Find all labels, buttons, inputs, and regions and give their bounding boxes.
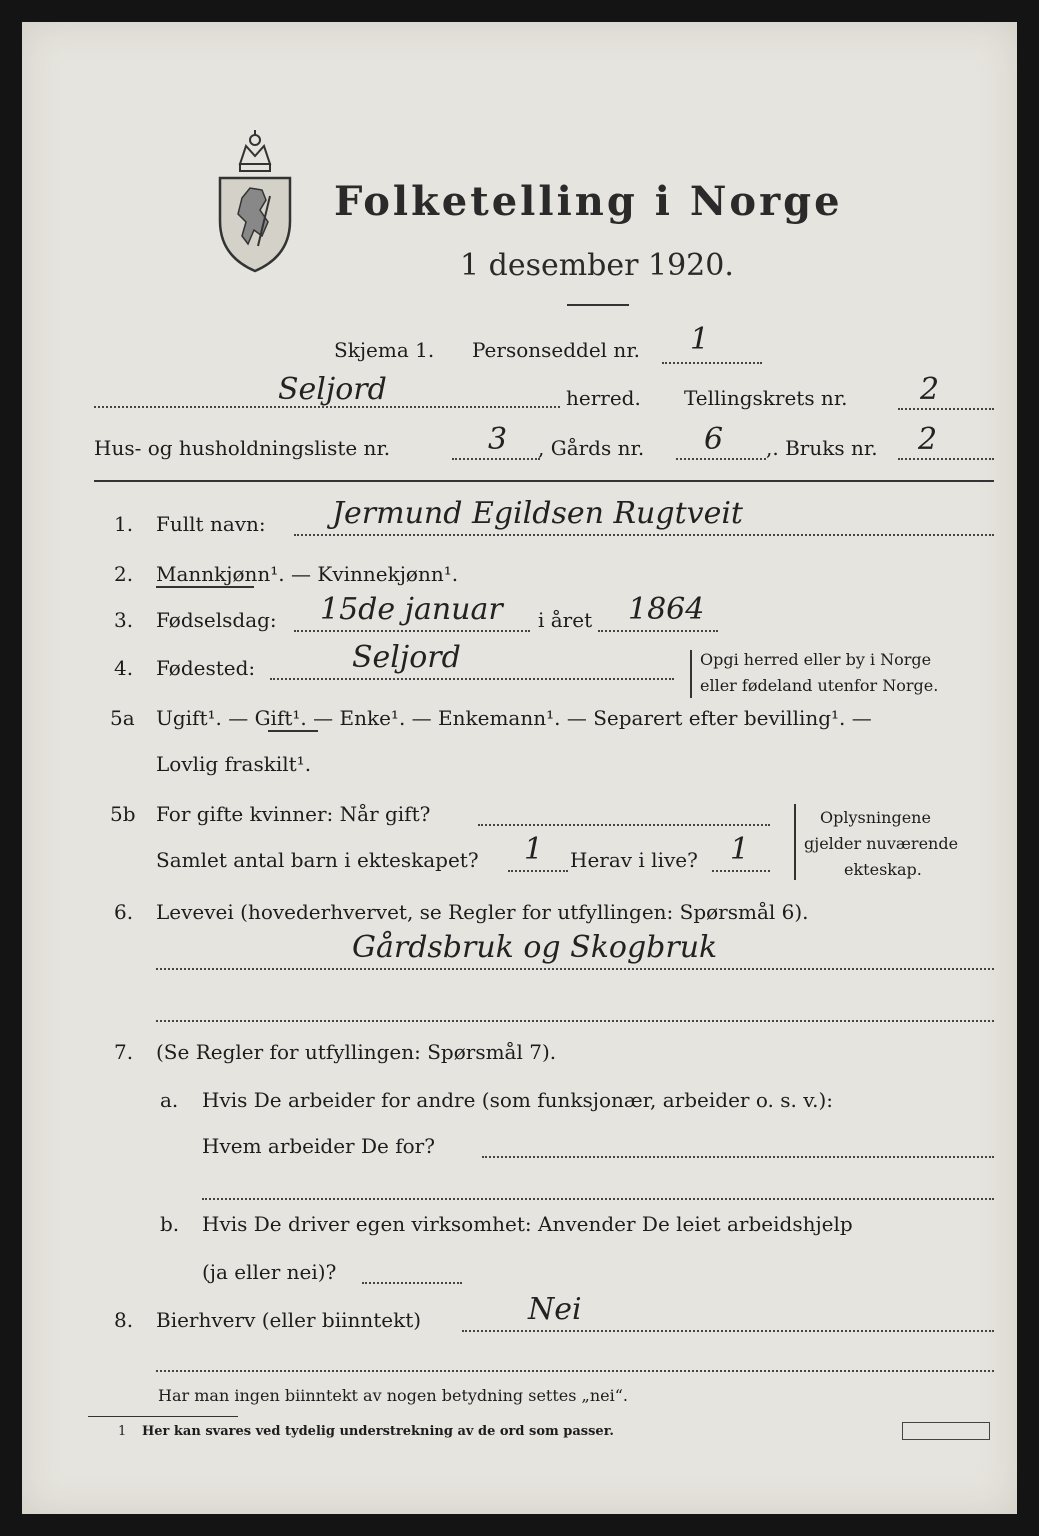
herred-value: Seljord bbox=[278, 372, 387, 407]
q7a-line2: Hvem arbeider De for? bbox=[202, 1134, 435, 1158]
birthplace-note-brace bbox=[690, 650, 692, 698]
marriage-note-line2: gjelder nuværende bbox=[804, 834, 959, 853]
herred-label: herred. bbox=[566, 386, 641, 410]
hus-value: 3 bbox=[488, 422, 508, 457]
birthplace-value: Seljord bbox=[352, 640, 461, 675]
gards-label: , Gårds nr. bbox=[538, 436, 645, 460]
q1-label: Fullt navn: bbox=[156, 512, 266, 536]
title-divider bbox=[567, 304, 629, 306]
bruks-label: ,. Bruks nr. bbox=[766, 436, 878, 460]
schema-number: Skjema 1. bbox=[334, 338, 435, 362]
q2-number: 2. bbox=[114, 562, 134, 586]
q8-number: 8. bbox=[114, 1308, 134, 1332]
personseddel-label: Personseddel nr. bbox=[472, 338, 641, 362]
side-income-label: Bierhverv (eller biinntekt) bbox=[156, 1308, 422, 1332]
norway-coat-of-arms-icon bbox=[210, 126, 300, 276]
side-income-line-2 bbox=[156, 1370, 994, 1372]
birthday-value: 15de januar bbox=[320, 592, 503, 627]
q7-label: (Se Regler for utfyllingen: Spørsmål 7). bbox=[156, 1040, 557, 1064]
children-value: 1 bbox=[524, 832, 544, 867]
occupation-label: Levevei (hovederhvervet, se Regler for utfyllingen: Spørsmål 6). bbox=[156, 900, 809, 924]
q7a-line1: Hvis De arbeider for andre (som funksjonær, arbeider o. s. v.): bbox=[202, 1088, 834, 1112]
married-when-label: For gifte kvinner: Når gift? bbox=[156, 802, 431, 826]
gards-value: 6 bbox=[704, 422, 724, 457]
form-title: Folketelling i Norge bbox=[334, 178, 843, 225]
no-income-note: Har man ingen biinntekt av nogen betydning settes „nei“. bbox=[158, 1386, 628, 1405]
census-form-page bbox=[22, 22, 1017, 1514]
year-label: i året bbox=[538, 608, 593, 632]
marital-status-options: Ugift¹. — Gift¹. — Enke¹. — Enkemann¹. — Separert efter bevilling¹. — bbox=[156, 706, 872, 730]
employer-line-1 bbox=[482, 1156, 994, 1158]
q4-label: Fødested: bbox=[156, 656, 256, 680]
birthday-line bbox=[294, 630, 530, 632]
alive-label: Herav i live? bbox=[570, 848, 698, 872]
q7a-letter: a. bbox=[160, 1088, 179, 1112]
footnote-number: 1 bbox=[118, 1424, 127, 1439]
birthplace-note-line1: Opgi herred eller by i Norge bbox=[700, 650, 932, 669]
hus-line bbox=[452, 458, 540, 460]
q7-number: 7. bbox=[114, 1040, 134, 1064]
alive-line bbox=[712, 870, 770, 872]
personseddel-value: 1 bbox=[690, 322, 710, 357]
q1-number: 1. bbox=[114, 512, 134, 536]
employer-line-2 bbox=[202, 1198, 994, 1200]
footnote-text: Her kan svares ved tydelig understrekning av de ord som passer. bbox=[142, 1424, 614, 1439]
hired-help-line bbox=[362, 1282, 462, 1284]
section-divider bbox=[94, 480, 994, 482]
printer-stamp bbox=[902, 1422, 990, 1440]
children-label: Samlet antal barn i ekteskapet? bbox=[156, 848, 479, 872]
birthplace-note-line2: eller fødeland utenfor Norge. bbox=[700, 676, 939, 695]
occupation-line-1 bbox=[156, 968, 994, 970]
hus-label: Hus- og husholdningsliste nr. bbox=[94, 436, 391, 460]
occupation-line-2 bbox=[156, 1020, 994, 1022]
q5a-number: 5a bbox=[110, 706, 135, 730]
birth-year-value: 1864 bbox=[628, 592, 705, 627]
alive-value: 1 bbox=[730, 832, 750, 867]
full-name-value: Jermund Egildsen Rugtveit bbox=[332, 496, 743, 531]
occupation-value: Gårdsbruk og Skogbruk bbox=[352, 930, 718, 965]
married-when-line bbox=[478, 824, 770, 826]
gender-underline-mannkjonn bbox=[156, 586, 254, 588]
tellingskrets-value: 2 bbox=[920, 372, 940, 407]
bruks-line bbox=[898, 458, 994, 460]
q7b-letter: b. bbox=[160, 1212, 180, 1236]
marital-status-options-2: Lovlig fraskilt¹. bbox=[156, 752, 312, 776]
year-line bbox=[598, 630, 718, 632]
q7b-line2: (ja eller nei)? bbox=[202, 1260, 337, 1284]
q1-line bbox=[294, 534, 994, 536]
marriage-note-line1: Oplysningene bbox=[820, 808, 931, 827]
marital-underline-gift bbox=[268, 730, 318, 732]
q4-number: 4. bbox=[114, 656, 134, 680]
footnote-divider bbox=[88, 1416, 238, 1417]
marriage-note-line3: ekteskap. bbox=[844, 860, 922, 879]
birthplace-line bbox=[270, 678, 674, 680]
q7b-line1: Hvis De driver egen virksomhet: Anvender De leiet arbeidshjelp bbox=[202, 1212, 853, 1236]
side-income-value: Nei bbox=[528, 1292, 582, 1327]
q6-number: 6. bbox=[114, 900, 134, 924]
marriage-note-brace bbox=[794, 804, 796, 880]
tellingskrets-line bbox=[898, 408, 994, 410]
children-line bbox=[508, 870, 568, 872]
census-date: 1 desember 1920. bbox=[460, 248, 734, 283]
q3-number: 3. bbox=[114, 608, 134, 632]
gards-line bbox=[676, 458, 766, 460]
gender-options: Mannkjønn¹. — Kvinnekjønn¹. bbox=[156, 562, 459, 586]
tellingskrets-label: Tellingskrets nr. bbox=[684, 386, 848, 410]
personseddel-line bbox=[662, 362, 762, 364]
q3-label: Fødselsdag: bbox=[156, 608, 277, 632]
side-income-line-1 bbox=[462, 1330, 994, 1332]
bruks-value: 2 bbox=[918, 422, 938, 457]
q5b-number: 5b bbox=[110, 802, 136, 826]
